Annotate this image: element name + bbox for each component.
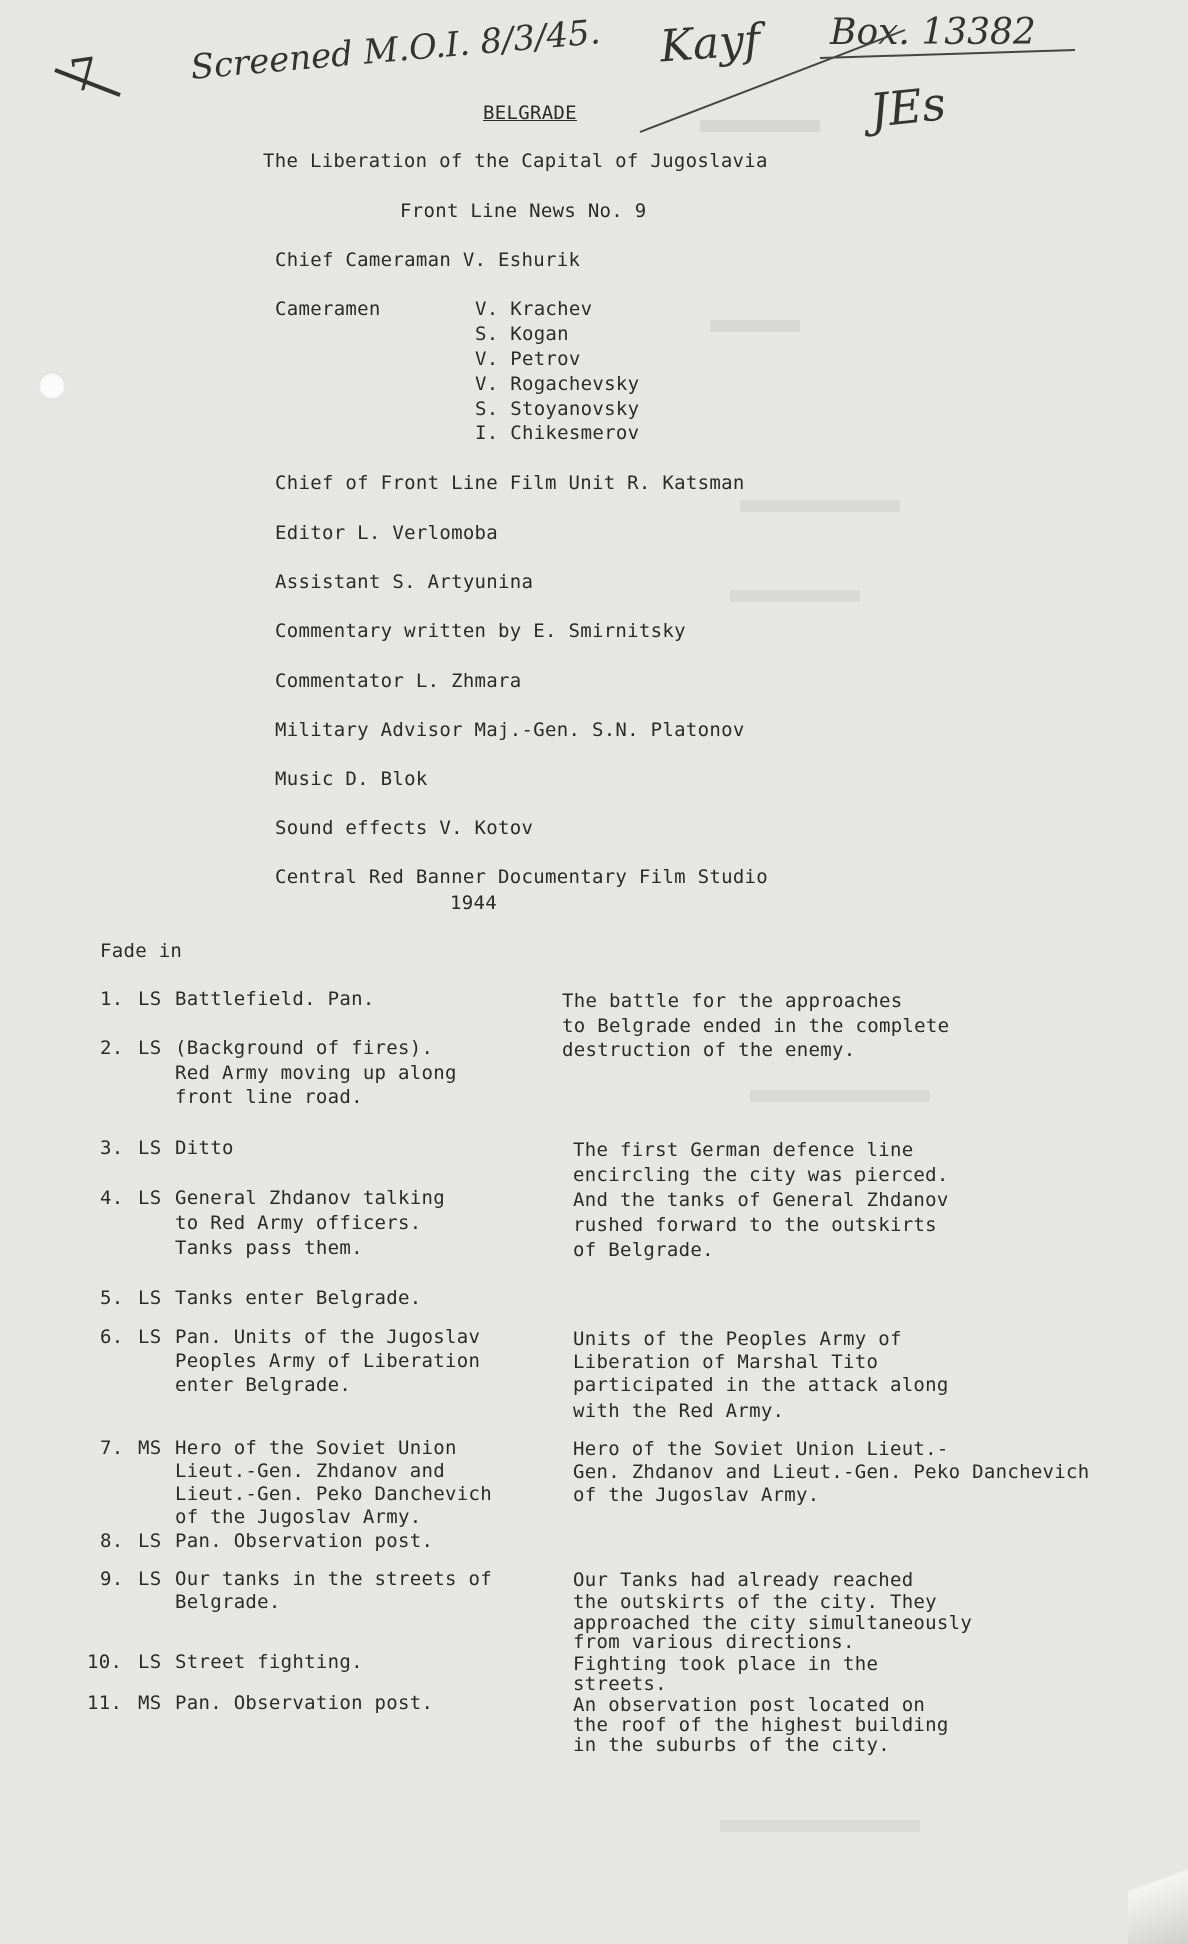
commentary-line: in the suburbs of the city. <box>573 1734 890 1756</box>
commentary-line: Units of the Peoples Army of <box>573 1328 902 1350</box>
shot-line: to Red Army officers. <box>175 1212 422 1234</box>
commentary-line: the outskirts of the city. They <box>573 1591 937 1613</box>
shot-type: LS <box>138 988 162 1010</box>
shot-number: 4. <box>100 1187 124 1209</box>
document-title: The Liberation of the Capital of Jugoslavia <box>263 150 768 172</box>
commentary-line: with the Red Army. <box>573 1400 785 1422</box>
shot-line: Lieut.-Gen. Zhdanov and <box>175 1460 445 1482</box>
shot-type: LS <box>138 1037 162 1059</box>
commentary-line: the roof of the highest building <box>573 1714 949 1736</box>
shot-number: 8. <box>100 1530 124 1552</box>
box-number: Box. 13382 <box>830 12 1036 53</box>
shot-line: General Zhdanov talking <box>175 1187 445 1209</box>
commentary-line: Gen. Zhdanov and Lieut.-Gen. Peko Danchevich <box>573 1461 1090 1483</box>
shot-line: Tanks pass them. <box>175 1237 363 1259</box>
commentary-line: The first German defence line <box>573 1139 914 1161</box>
shot-type: LS <box>138 1651 162 1673</box>
page-curl <box>1128 1814 1188 1944</box>
series-title: Front Line News No. 9 <box>400 200 647 222</box>
credit-commentator: Commentator L. Zhmara <box>275 670 522 692</box>
shot-line: Peoples Army of Liberation <box>175 1350 481 1372</box>
shot-line: Red Army moving up along <box>175 1062 457 1084</box>
signature: Kayf <box>658 14 762 73</box>
shot-number: 7. <box>100 1437 124 1459</box>
shot-number: 10. <box>87 1651 123 1673</box>
shot-number: 3. <box>100 1137 124 1159</box>
shot-type: LS <box>138 1137 162 1159</box>
cameraman-name: V. Rogachevsky <box>475 373 640 395</box>
credit-chief-unit: Chief of Front Line Film Unit R. Katsman <box>275 472 745 494</box>
shot-number: 6. <box>100 1326 124 1348</box>
credit-music: Music D. Blok <box>275 768 428 790</box>
punch-hole <box>38 372 66 400</box>
commentary-line: Hero of the Soviet Union Lieut.- <box>573 1438 949 1460</box>
box-underline <box>820 50 1075 58</box>
commentary-line: from various directions. <box>573 1631 855 1653</box>
shot-type: LS <box>138 1287 162 1309</box>
shot-type: LS <box>138 1326 162 1348</box>
commentary-line: encircling the city was pierced. <box>573 1164 949 1186</box>
commentary-line: An observation post located on <box>573 1694 926 1716</box>
shot-type: LS <box>138 1568 162 1590</box>
shot-line: Battlefield. Pan. <box>175 988 375 1010</box>
shot-line: of the Jugoslav Army. <box>175 1506 422 1528</box>
shot-type: LS <box>138 1187 162 1209</box>
shot-type: MS <box>138 1692 162 1714</box>
commentary-line: Our Tanks had already reached <box>573 1569 914 1591</box>
shot-line: front line road. <box>175 1086 363 1108</box>
shot-line: Ditto <box>175 1137 234 1159</box>
mark-seven: 7 <box>66 48 102 103</box>
commentary-line: destruction of the enemy. <box>562 1039 856 1061</box>
shot-line: Pan. Observation post. <box>175 1692 434 1714</box>
location-heading: BELGRADE <box>483 102 577 124</box>
cameraman-name: S. Stoyanovsky <box>475 398 640 420</box>
credit-studio: Central Red Banner Documentary Film Studio <box>275 866 769 888</box>
commentary-line: rushed forward to the outskirts <box>573 1214 937 1236</box>
arrow-stroke <box>55 70 120 95</box>
credit-assistant: Assistant S. Artyunina <box>275 571 534 593</box>
commentary-line: participated in the attack along <box>573 1374 949 1396</box>
shot-type: LS <box>138 1530 162 1552</box>
cameraman-name: S. Kogan <box>475 323 569 345</box>
screened-note: Screened M.O.I. 8/3/45. <box>189 12 602 88</box>
shot-number: 5. <box>100 1287 124 1309</box>
credit-cameramen-label: Cameramen <box>275 298 381 320</box>
credit-advisor: Military Advisor Maj.-Gen. S.N. Platonov <box>275 719 745 741</box>
credit-sound: Sound effects V. Kotov <box>275 817 534 839</box>
cameraman-name: I. Chikesmerov <box>475 422 640 444</box>
shot-line: Our tanks in the streets of <box>175 1568 492 1590</box>
shot-number: 2. <box>100 1037 124 1059</box>
shot-line: Lieut.-Gen. Peko Danchevich <box>175 1483 492 1505</box>
shot-number: 1. <box>100 988 124 1010</box>
shot-number: 9. <box>100 1568 124 1590</box>
shot-line: Pan. Units of the Jugoslav <box>175 1326 481 1348</box>
commentary-line: And the tanks of General Zhdanov <box>573 1189 949 1211</box>
credit-commentary: Commentary written by E. Smirnitsky <box>275 620 686 642</box>
initials: JEs <box>867 76 949 138</box>
shot-line: Pan. Observation post. <box>175 1530 434 1552</box>
credit-year: 1944 <box>450 892 497 914</box>
shot-line: Belgrade. <box>175 1591 281 1613</box>
cameraman-name: V. Krachev <box>475 298 593 320</box>
shot-line: Tanks enter Belgrade. <box>175 1287 422 1309</box>
shot-type: MS <box>138 1437 162 1459</box>
shot-number: 11. <box>87 1692 123 1714</box>
commentary-line: of Belgrade. <box>573 1239 714 1261</box>
commentary-line: Fighting took place in the <box>573 1653 879 1675</box>
commentary-line: approached the city simultaneously <box>573 1612 973 1634</box>
commentary-line: streets. <box>573 1673 667 1695</box>
shot-line: (Background of fires). <box>175 1037 434 1059</box>
credit-editor: Editor L. Verlomoba <box>275 522 499 544</box>
fade-in-label: Fade in <box>100 940 183 962</box>
shot-line: enter Belgrade. <box>175 1374 352 1396</box>
shot-line: Hero of the Soviet Union <box>175 1437 457 1459</box>
commentary-line: The battle for the approaches <box>562 990 903 1012</box>
cameraman-name: V. Petrov <box>475 348 581 370</box>
credit-chief-cameraman: Chief Cameraman V. Eshurik <box>275 249 581 271</box>
underline-stroke <box>640 30 905 132</box>
commentary-line: of the Jugoslav Army. <box>573 1484 820 1506</box>
shot-line: Street fighting. <box>175 1651 363 1673</box>
commentary-line: to Belgrade ended in the complete <box>562 1015 950 1037</box>
commentary-line: Liberation of Marshal Tito <box>573 1351 879 1373</box>
